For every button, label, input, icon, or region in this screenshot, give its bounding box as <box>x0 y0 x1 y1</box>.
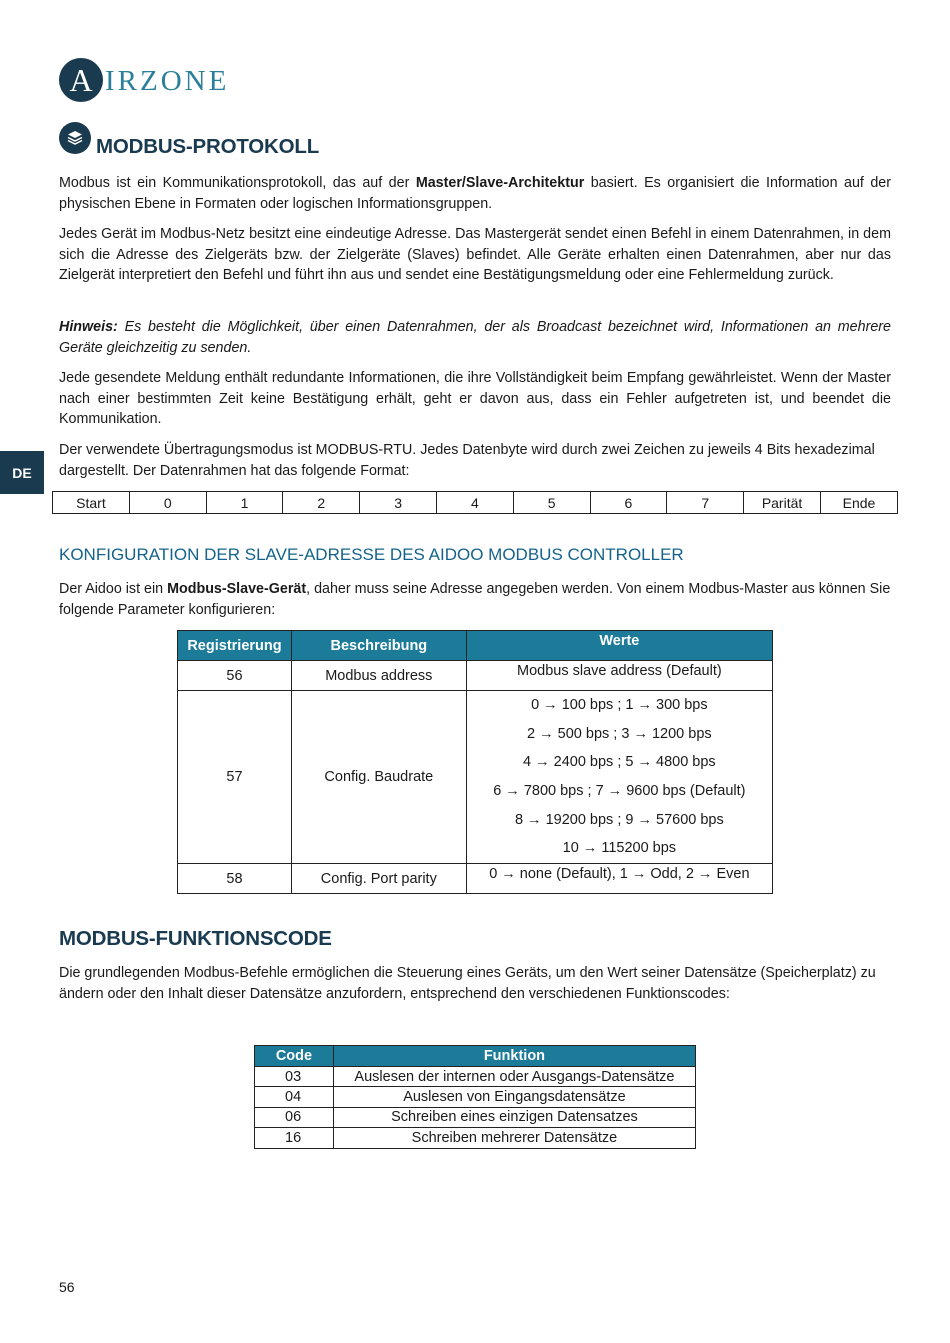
table-row <box>255 1128 696 1148</box>
table-row <box>178 691 773 864</box>
table-row <box>178 661 773 691</box>
table-row <box>178 864 773 894</box>
baudrate-line: 6 → 7800 bps ; 7 → 9600 bps (Default) <box>493 783 746 800</box>
header-registrierung: Registrierung <box>178 631 292 661</box>
paragraph-intro: Modbus ist ein Kommunikationsprotokoll, das auf der Master/Slave-Architektur basiert. Es organisiert die Information auf der physischen Ebene in Formaten oder logischen Informationsgruppen. <box>59 175 892 212</box>
section-title-modbus-protokoll: MODBUS-PROTOKOLL <box>96 135 320 158</box>
frame-cell: 3 <box>360 492 437 514</box>
paragraph-funktionscode: Die grundlegenden Modbus-Befehle ermöglichen die Steuerung eines Geräts, um den Wert seiner Datensätze (Speicherplatz) zu ändern oder den Inhalt dieser Datensätze anzufordern, entsprechend den verschiedenen Funktionscodes: <box>59 965 876 1002</box>
desc-cell: Modbus address <box>291 661 466 691</box>
reg-cell: 56 <box>178 661 292 691</box>
baudrate-line: 8 → 19200 bps ; 9 → 57600 bps <box>514 811 724 828</box>
config-table <box>177 630 773 894</box>
baudrate-line: 10 → 115200 bps <box>562 840 677 857</box>
paragraph-rtu: Der verwendete Übertragungsmodus ist MODBUS-RTU. Jedes Datenbyte wird durch zwei Zeichen zu jeweils 4 Bits hexadezimal dargestellt. Der Datenrahmen hat das folgende Format: <box>59 442 875 479</box>
function-cell: Auslesen der internen oder Ausgangs-Datensätze <box>333 1067 695 1087</box>
frame-cell: 1 <box>206 492 283 514</box>
table-row <box>255 1107 696 1127</box>
function-code-table <box>254 1045 696 1149</box>
baudrate-line: 4 → 2400 bps ; 5 → 4800 bps <box>523 754 716 771</box>
code-cell: 04 <box>255 1087 334 1107</box>
code-cell: 16 <box>255 1128 334 1148</box>
value-cell: 0 → none (Default), 1 → Odd, 2 → Even <box>466 864 772 894</box>
airzone-logo <box>59 57 229 103</box>
paragraph-address: Jedes Gerät im Modbus-Netz besitzt eine eindeutige Adresse. Das Mastergerät sendet einen Befehl in einem Datenrahmen, in dem sich die Adresse des Zielgeräts bzw. der Zielgeräte (Slaves) befindet. Alle Geräte erhalten einen Datenrahmen, aber nur das Zielgerät interpretiert den Befehl und führt ihn aus und sendet eine Bestätigungsmeldung oder eine Fehlermeldung zurück. <box>59 226 891 284</box>
baudrate-line: 2 → 500 bps ; 3 → 1200 bps <box>527 725 712 742</box>
language-tab: DE <box>0 451 44 494</box>
function-cell: Auslesen von Eingangsdatensätze <box>333 1087 695 1107</box>
table-row <box>255 1087 696 1107</box>
frame-cell: Ende <box>821 492 898 514</box>
desc-cell: Config. Port parity <box>291 864 466 894</box>
frame-format-table <box>52 491 898 514</box>
frame-cell: 4 <box>436 492 513 514</box>
section-title-slave-address: KONFIGURATION DER SLAVE-ADRESSE DES AIDOO MODBUS CONTROLLER <box>59 545 684 564</box>
header-funktion: Funktion <box>333 1046 695 1067</box>
logo-initial: A <box>59 58 103 102</box>
table-row <box>255 1067 696 1087</box>
desc-cell: Config. Baudrate <box>291 691 466 864</box>
function-cell: Schreiben mehrerer Datensätze <box>333 1128 695 1148</box>
code-cell: 06 <box>255 1107 334 1127</box>
code-cell: 03 <box>255 1067 334 1087</box>
value-cell <box>466 691 772 864</box>
reg-cell: 57 <box>178 691 292 864</box>
frame-cell: 0 <box>129 492 206 514</box>
frame-cell: 2 <box>283 492 360 514</box>
function-cell: Schreiben eines einzigen Datensatzes <box>333 1107 695 1127</box>
section-title-funktionscode: MODBUS-FUNKTIONSCODE <box>59 927 332 950</box>
header-beschreibung: Beschreibung <box>291 631 466 661</box>
frame-cell: Start <box>53 492 130 514</box>
header-werte: Werte <box>466 631 772 661</box>
page-number: 56 <box>59 1279 75 1295</box>
paragraph-note: Hinweis: Es besteht die Möglichkeit, über einen Datenrahmen, der als Broadcast bezeichnet wird, Informationen an mehrere Geräte gleichzeitig zu senden. <box>59 319 891 356</box>
function-table-header <box>255 1046 696 1067</box>
config-table-header <box>178 631 773 661</box>
layers-icon <box>59 122 91 154</box>
frame-cell: 7 <box>667 492 744 514</box>
header-code: Code <box>255 1046 334 1067</box>
frame-cell: 6 <box>590 492 667 514</box>
paragraph-redundancy: Jede gesendete Meldung enthält redundante Informationen, die ihre Vollständigkeit beim Empfang gewährleistet. Wenn der Master nach einer bestimmten Zeit keine Bestätigung erhält, geht er davon aus, dass ein Fehler aufgetreten ist, und beendet die Kommunikation. <box>59 370 891 428</box>
frame-cell: Parität <box>744 492 821 514</box>
frame-cell: 5 <box>513 492 590 514</box>
reg-cell: 58 <box>178 864 292 894</box>
value-cell: Modbus slave address (Default) <box>466 661 772 691</box>
baudrate-line: 0 → 100 bps ; 1 → 300 bps <box>531 697 708 713</box>
logo-wordmark: IRZONE <box>105 64 230 97</box>
paragraph-slave: Der Aidoo ist ein Modbus-Slave-Gerät, daher muss seine Adresse angegeben werden. Von einem Modbus-Master aus können Sie folgende Parameter konfigurieren: <box>59 581 891 618</box>
